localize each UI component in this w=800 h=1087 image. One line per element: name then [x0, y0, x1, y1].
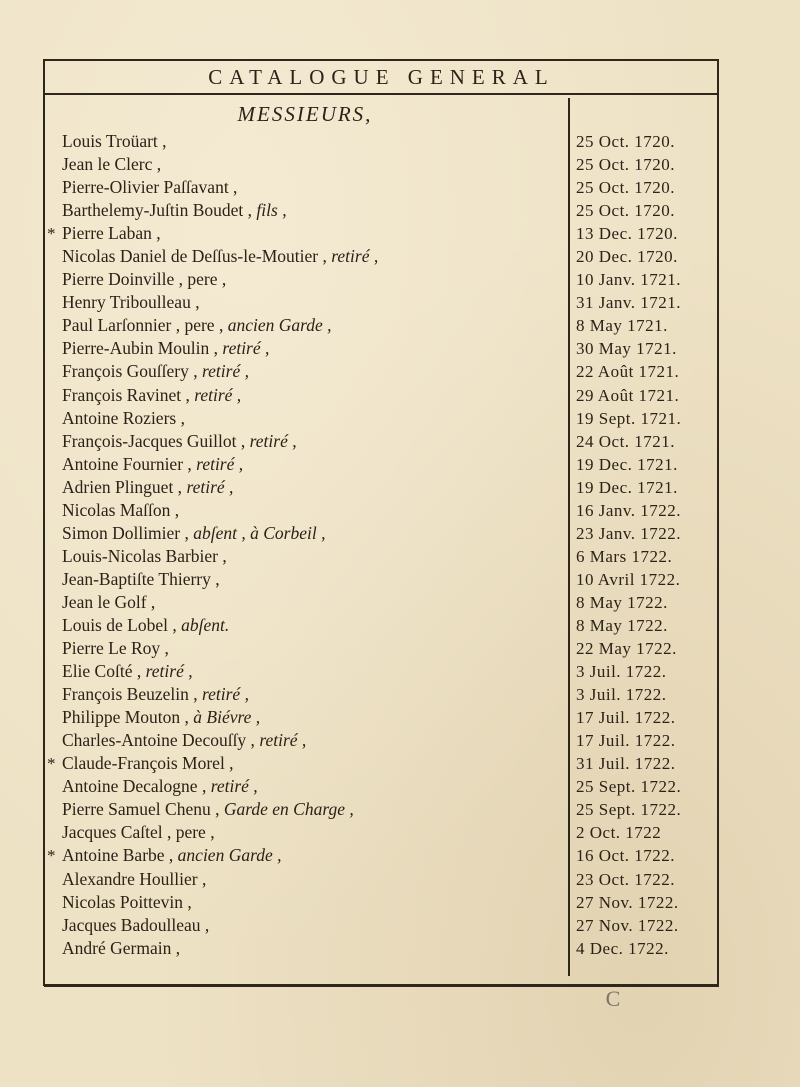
list-item	[0, 522, 720, 545]
member-name	[62, 614, 229, 637]
member-name-text: Paul Larſonnier , pere ,	[62, 315, 224, 336]
member-name-text: François Ravinet ,	[62, 384, 190, 405]
member-name	[62, 176, 237, 199]
member-name	[62, 706, 260, 729]
member-name	[62, 545, 227, 568]
member-note: retiré ,	[145, 661, 193, 682]
member-note: retiré ,	[194, 384, 242, 405]
member-name	[62, 568, 220, 591]
list-item	[0, 614, 720, 637]
member-note: retiré ,	[201, 361, 249, 382]
signature-mark: C	[605, 986, 621, 1011]
list-item	[0, 199, 720, 222]
reception-date: 13 Dec. 1720.	[576, 224, 678, 244]
member-name-text: Pierre-Olivier Paſſavant ,	[62, 177, 238, 198]
member-name-text: Charles-Antoine Decouſſy ,	[62, 730, 255, 751]
reception-date: 10 Avril 1722.	[576, 569, 681, 589]
member-name	[62, 499, 179, 522]
member-name	[62, 821, 215, 844]
member-note: retiré ,	[259, 730, 307, 751]
page-title: CATALOGUE GENERAL	[208, 65, 555, 89]
reception-date: 24 Oct. 1721.	[576, 431, 676, 451]
member-name	[62, 407, 185, 430]
reception-date: 22 May 1722.	[576, 639, 677, 659]
member-name	[62, 937, 180, 960]
member-name-text: Henry Triboulleau ,	[62, 292, 200, 313]
member-name-text: Pierre Laban ,	[62, 223, 161, 244]
reception-date: 25 Oct. 1720.	[576, 132, 676, 151]
reception-date: 17 Juil. 1722.	[576, 708, 676, 728]
reception-date: 6 Mars 1722.	[576, 546, 673, 566]
member-name	[62, 660, 193, 683]
member-note: retiré ,	[249, 430, 297, 451]
reception-date: 19 Sept. 1721.	[576, 408, 682, 428]
member-name	[62, 337, 269, 360]
member-note: retiré ,	[331, 246, 379, 267]
member-note: retiré ,	[222, 338, 270, 359]
member-name	[62, 130, 167, 153]
reception-date: 29 Août 1721.	[576, 385, 680, 405]
reception-date: 27 Nov. 1722.	[576, 915, 679, 935]
reception-date: 19 Dec. 1721.	[576, 454, 678, 474]
member-name	[62, 868, 206, 891]
member-name	[62, 844, 282, 867]
asterisk-mark: *	[47, 754, 56, 774]
member-note: Garde en Charge ,	[223, 799, 354, 820]
member-name-text: Louis Troüart ,	[62, 131, 167, 151]
list-item	[0, 591, 720, 614]
list-item	[0, 568, 720, 591]
reception-date: 8 May 1722.	[576, 592, 668, 612]
member-name	[62, 153, 161, 176]
reception-date: 25 Sept. 1722.	[576, 800, 682, 820]
member-name	[62, 245, 378, 268]
list-item	[0, 130, 720, 153]
member-name	[62, 476, 233, 499]
reception-date: 30 May 1721.	[576, 339, 677, 359]
member-name	[62, 683, 249, 706]
list-item	[0, 176, 720, 199]
member-name-text: François Beuzelin ,	[62, 684, 198, 705]
reception-date: 27 Nov. 1722.	[576, 892, 679, 912]
list-item	[0, 683, 720, 706]
list-item	[0, 407, 720, 430]
member-name-text: Louis-Nicolas Barbier ,	[62, 545, 227, 566]
member-name	[62, 775, 258, 798]
list-item	[0, 222, 720, 245]
list-item	[0, 476, 720, 499]
list-item	[0, 499, 720, 522]
reception-date: 10 Janv. 1721.	[576, 270, 682, 290]
member-name-text: Jacques Badoulleau ,	[62, 914, 210, 935]
reception-date: 22 Août 1721.	[576, 362, 680, 382]
member-name-text: Jean-Baptiſte Thierry ,	[62, 568, 220, 589]
member-name-text: François Gouſſery ,	[62, 361, 198, 382]
member-note: retiré ,	[201, 684, 249, 705]
member-note: retiré ,	[210, 776, 258, 797]
member-name-text: Jean le Clerc ,	[62, 154, 162, 175]
list-item	[0, 153, 720, 176]
reception-date: 23 Oct. 1722.	[576, 869, 676, 889]
reception-date: 8 May 1721.	[576, 316, 668, 336]
reception-date: 17 Juil. 1722.	[576, 731, 676, 751]
member-name-text: Claude-François Morel ,	[62, 753, 234, 774]
member-name	[62, 522, 325, 545]
list-item	[0, 891, 720, 914]
member-name-text: Jacques Caſtel , pere ,	[62, 822, 215, 843]
member-name	[62, 729, 306, 752]
list-item	[0, 314, 720, 337]
member-name-text: Nicolas Poittevin ,	[62, 891, 192, 912]
member-name-text: Jean le Golf ,	[62, 591, 156, 612]
member-note: abſent , à Corbeil ,	[193, 522, 326, 543]
list-item	[0, 430, 720, 453]
asterisk-mark: *	[47, 224, 56, 244]
reception-date: 25 Oct. 1720.	[576, 201, 676, 221]
member-name-text: Philippe Mouton ,	[62, 707, 189, 728]
member-name	[62, 360, 249, 383]
list-item	[0, 360, 720, 383]
member-name	[62, 453, 243, 476]
list-item	[0, 384, 720, 407]
asterisk-mark: *	[47, 846, 56, 866]
member-name-text: Elie Coſté ,	[62, 661, 142, 682]
member-name-text: Simon Dollimier ,	[62, 522, 189, 543]
member-name	[62, 199, 287, 222]
member-name-text: Pierre-Aubin Moulin ,	[62, 338, 219, 359]
list-item	[0, 291, 720, 314]
reception-date: 31 Juil. 1722.	[576, 754, 676, 774]
list-item	[0, 268, 720, 291]
member-name	[62, 384, 241, 407]
member-note: ancien Garde ,	[177, 845, 282, 866]
list-item	[0, 729, 720, 752]
member-name	[62, 752, 234, 775]
member-name-text: François-Jacques Guillot ,	[62, 430, 246, 451]
member-name	[62, 314, 332, 337]
section-heading: MESSIEURS,	[237, 102, 373, 126]
member-name-text: Louis de Lobel ,	[62, 614, 177, 635]
frame-top-rule	[44, 59, 719, 61]
member-name-text: Nicolas Maſſon ,	[62, 499, 180, 520]
member-name-text: Antoine Barbe ,	[62, 845, 174, 866]
reception-date: 8 May 1722.	[576, 615, 668, 635]
reception-date: 23 Janv. 1722.	[576, 523, 682, 543]
list-item	[0, 337, 720, 360]
member-name-text: Nicolas Daniel de Deſſus-le-Moutier ,	[62, 246, 327, 267]
reception-date: 25 Oct. 1720.	[576, 178, 676, 198]
reception-date: 19 Dec. 1721.	[576, 477, 678, 497]
member-name	[62, 891, 192, 914]
list-item	[0, 868, 720, 891]
member-name-text: Pierre Samuel Chenu ,	[62, 799, 220, 820]
list-item	[0, 821, 720, 844]
member-name	[62, 914, 209, 937]
member-name	[62, 222, 161, 245]
member-note: ancien Garde ,	[227, 315, 332, 336]
member-name-text: Adrien Plinguet ,	[62, 476, 183, 497]
list-item	[0, 914, 720, 937]
reception-date: 31 Janv. 1721.	[576, 293, 682, 313]
reception-date: 2 Oct. 1722	[576, 823, 662, 843]
member-name-text: André Germain ,	[62, 937, 181, 958]
member-name	[62, 430, 297, 453]
member-name	[62, 798, 354, 821]
list-item	[0, 245, 720, 268]
reception-date: 25 Oct. 1720.	[576, 155, 676, 175]
member-name	[62, 591, 155, 614]
list-item	[0, 637, 720, 660]
member-name-text: Antoine Roziers ,	[62, 407, 185, 428]
member-name	[62, 291, 200, 314]
member-name-text: Pierre Doinville , pere ,	[62, 269, 227, 290]
list-item	[0, 453, 720, 476]
member-name-text: Antoine Fournier ,	[62, 453, 192, 474]
reception-date: 25 Sept. 1722.	[576, 777, 682, 797]
list-item	[0, 798, 720, 821]
reception-date: 20 Dec. 1720.	[576, 247, 678, 267]
member-note: à Biévre ,	[193, 707, 261, 728]
member-note: abſent.	[181, 614, 230, 635]
member-name	[62, 268, 226, 291]
member-note: retiré ,	[186, 476, 234, 497]
title-bottom-rule	[44, 93, 719, 95]
list-item	[0, 775, 720, 798]
member-name-text: Alexandre Houllier ,	[62, 868, 207, 889]
member-note: retiré ,	[196, 453, 244, 474]
member-name-text: Antoine Decalogne ,	[62, 776, 207, 797]
member-note: fils ,	[256, 200, 287, 221]
member-name-text: Pierre Le Roy ,	[62, 638, 169, 659]
list-item	[0, 706, 720, 729]
member-name	[62, 637, 169, 660]
reception-date: 16 Oct. 1722.	[576, 846, 676, 866]
reception-date: 3 Juil. 1722.	[576, 662, 667, 682]
list-item	[0, 937, 720, 960]
list-item	[0, 752, 720, 775]
list-item	[0, 660, 720, 683]
list-item	[0, 844, 720, 867]
member-name-text: Barthelemy-Juſtin Boudet ,	[62, 200, 253, 221]
entry-list	[0, 130, 720, 960]
reception-date: 3 Juil. 1722.	[576, 685, 667, 705]
reception-date: 4 Dec. 1722.	[576, 938, 669, 958]
reception-date: 16 Janv. 1722.	[576, 500, 682, 520]
list-item	[0, 545, 720, 568]
